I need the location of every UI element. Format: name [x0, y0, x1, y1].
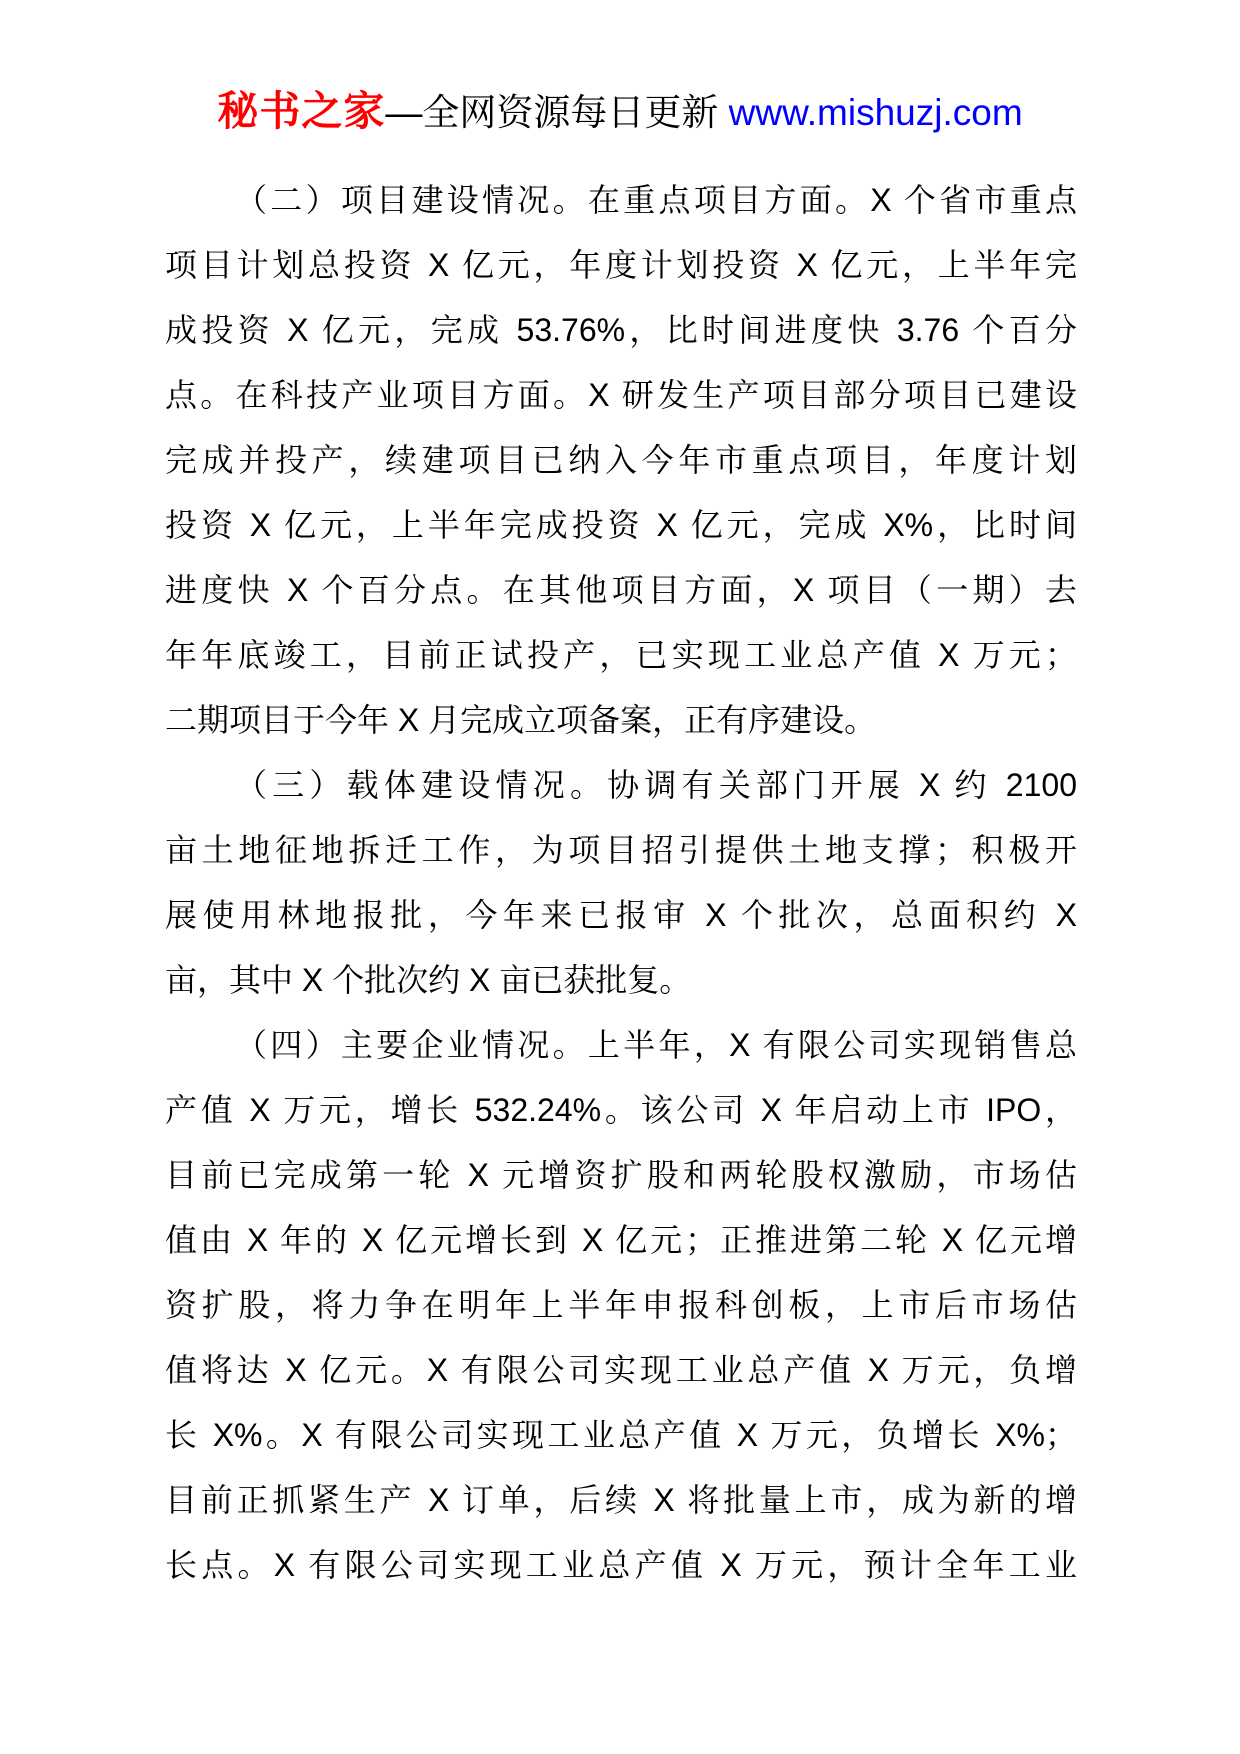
text-line: 进度快 X 个百分点。在其他项目方面，X 项目（一期）去: [165, 572, 1077, 608]
text-line: 长点。X 有限公司实现工业总产值 X 万元，预计全年工业: [165, 1547, 1077, 1583]
text-line: 资扩股，将力争在明年上半年申报科创板，上市后市场估: [165, 1287, 1077, 1323]
paragraph: [165, 1013, 1077, 1598]
text-line: （四）主要企业情况。上半年，X 有限公司实现销售总: [235, 1027, 1077, 1063]
text-line: 值将达 X 亿元。X 有限公司实现工业总产值 X 万元，负增: [165, 1352, 1077, 1388]
text-line: 目前已完成第一轮 X 元增资扩股和两轮股权激励，市场估: [165, 1157, 1077, 1193]
text-line: 展使用林地报批，今年来已报审 X 个批次，总面积约 X: [165, 897, 1077, 933]
document-body: [165, 168, 1077, 1598]
text-line: 亩土地征地拆迁工作，为项目招引提供土地支撑；积极开: [165, 832, 1077, 868]
paragraph: [165, 168, 1077, 753]
text-line: （二）项目建设情况。在重点项目方面。X 个省市重点: [235, 182, 1077, 218]
text-line: 项目计划总投资 X 亿元，年度计划投资 X 亿元，上半年完: [165, 247, 1077, 283]
site-name: 秘书之家: [217, 88, 386, 134]
paragraph: [165, 753, 1077, 1013]
text-line: 目前正抓紧生产 X 订单，后续 X 将批量上市，成为新的增: [165, 1482, 1077, 1518]
text-line: 亩，其中 X 个批次约 X 亩已获批复。: [165, 962, 692, 998]
text-line: 完成并投产，续建项目已纳入今年市重点项目，年度计划: [165, 442, 1077, 478]
text-line: 值由 X 年的 X 亿元增长到 X 亿元；正推进第二轮 X 亿元增: [165, 1222, 1077, 1258]
site-tagline: —全网资源每日更新: [385, 92, 729, 133]
text-line: 产值 X 万元，增长 532.24%。该公司 X 年启动上市 IPO，: [165, 1092, 1077, 1128]
text-line: 投资 X 亿元，上半年完成投资 X 亿元，完成 X%，比时间: [165, 507, 1077, 543]
site-url-link[interactable]: www.mishuzj.com: [728, 92, 1023, 133]
text-line: 点。在科技产业项目方面。X 研发生产项目部分项目已建设: [165, 377, 1077, 413]
site-header: [0, 0, 1240, 146]
text-line: 长 X%。X 有限公司实现工业总产值 X 万元，负增长 X%；: [165, 1417, 1077, 1453]
text-line: 成投资 X 亿元，完成 53.76%，比时间进度快 3.76 个百分: [165, 312, 1077, 348]
text-line: 年年底竣工，目前正试投产，已实现工业总产值 X 万元；: [165, 637, 1077, 673]
text-line: （三）载体建设情况。协调有关部门开展 X 约 2100: [235, 767, 1077, 803]
text-line: 二期项目于今年 X 月完成立项备案，正有序建设。: [165, 702, 877, 738]
